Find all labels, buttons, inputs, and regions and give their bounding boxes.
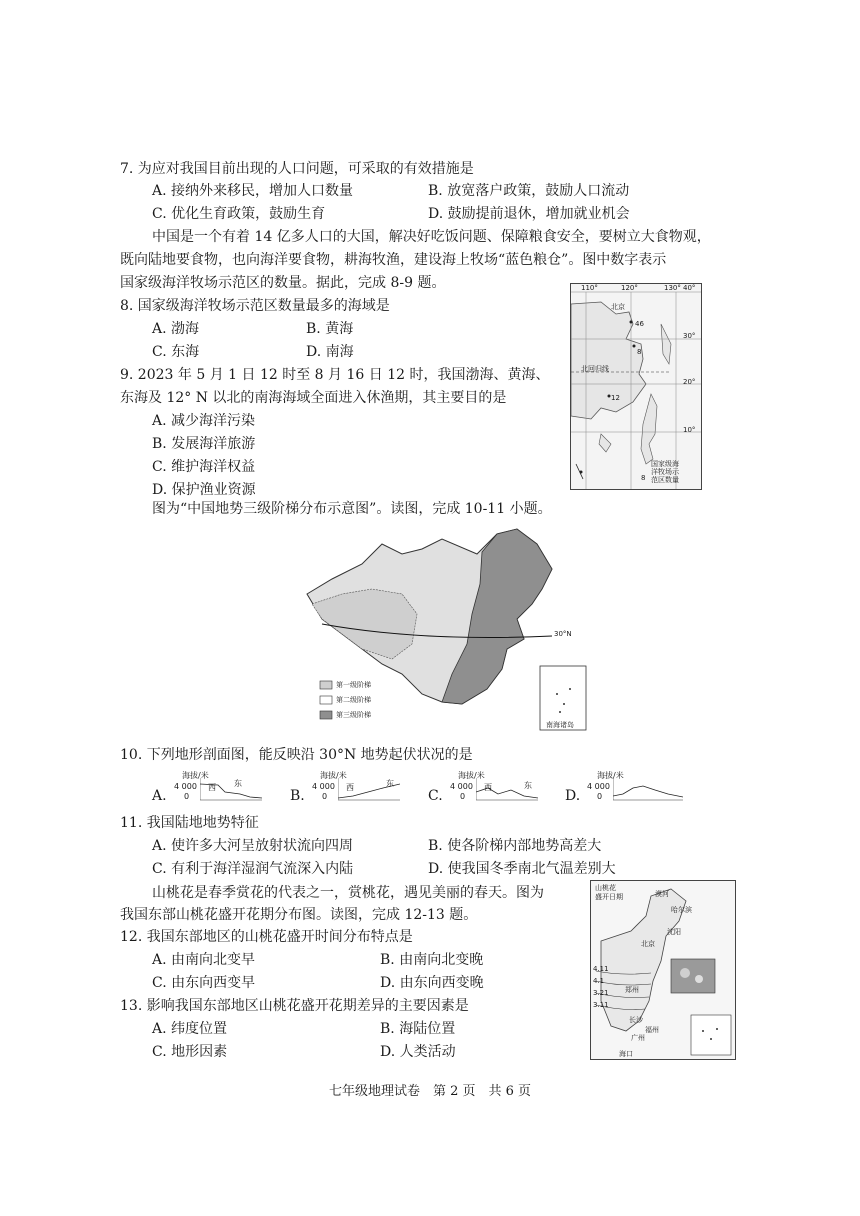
map1-count-12: 12 (611, 394, 620, 402)
q10-a-east: 东 (234, 779, 242, 788)
passage1-line2: 既向陆地要食物，也向海洋要食物，耕海牧渔，建设海上牧场“蓝色粮仓”。图中数字表示 (120, 252, 667, 268)
q10-profile-d[interactable] (565, 770, 695, 806)
map3-city-guangzhou: 广州 (631, 1034, 645, 1042)
intro-10-11: 图为“中国地势三级阶梯分布示意图”。读图，完成 10-11 小题。 (152, 501, 552, 517)
q10-a-west: 西 (208, 783, 216, 792)
q10-d-ylabel: 海拔/米 (597, 771, 624, 780)
q7-option-d: D. 鼓励提前退休，增加就业机会 (428, 206, 630, 222)
map3-city-harbin: 哈尔滨 (671, 906, 692, 914)
map3-date-3-11: 3.11 (593, 1001, 609, 1009)
map2-inset-label: 南海诸岛 (546, 721, 574, 729)
q9-option-b: B. 发展海洋旅游 (152, 436, 256, 452)
peach-blossom-map (590, 880, 736, 1060)
map1-count-46: 46 (635, 320, 644, 328)
map1-lat-40: 40° (683, 284, 696, 292)
q12-option-d: D. 由东向西变晚 (380, 975, 484, 991)
q11-option-c: C. 有利于海洋湿润气流深入内陆 (152, 861, 354, 877)
map2-30n-label: 30°N (554, 630, 572, 638)
q11-option-a: A. 使许多大河呈放射状流向四周 (152, 838, 354, 854)
map3-city-changsha: 长沙 (629, 1016, 643, 1024)
q10-c-east: 东 (524, 781, 532, 790)
q10-b-east: 东 (386, 779, 394, 788)
q7-stem: 7. 为应对我国目前出现的人口问题，可采取的有效措施是 (120, 161, 474, 177)
map3-legend-line2: 盛开日期 (595, 893, 623, 901)
map1-lat-10: 10° (683, 426, 696, 434)
map3-legend-line1: 山桃花 (595, 884, 616, 892)
q10-option-b-letter: B. (290, 788, 305, 804)
passage2-line2: 我国东部山桃花盛开花期分布图。读图，完成 12-13 题。 (120, 907, 478, 923)
q10-b-zero: 0 (322, 792, 328, 801)
map1-legend-line3: 范区数量 (651, 476, 679, 484)
q10-option-a-letter: A. (152, 788, 167, 804)
q9-option-a: A. 减少海洋污染 (152, 413, 256, 429)
q10-b-ylabel: 海拔/米 (320, 771, 347, 780)
q8-option-c: C. 东海 (152, 344, 200, 360)
map1-count-8: 8 (637, 348, 642, 356)
q10-profile-c[interactable] (428, 770, 538, 806)
q10-d-zero: 0 (597, 792, 603, 801)
map1-lat-20: 20° (683, 378, 696, 386)
q10-option-d-letter: D. (565, 788, 581, 804)
q8-option-d: D. 南海 (306, 344, 354, 360)
map1-lon-130: 130° (664, 284, 681, 292)
q10-option-c-letter: C. (428, 788, 443, 804)
q9-stem-line2: 东海及 12° N 以北的南海海域全面进入休渔期，其主要目的是 (120, 390, 507, 406)
map3-city-zhengzhou: 郑州 (625, 986, 639, 994)
map2-legend-step1: 第一级阶梯 (336, 681, 371, 689)
map1-tropic-label: 北回归线 (581, 365, 609, 373)
q13-option-b: B. 海陆位置 (380, 1021, 456, 1037)
map1-lat-30: 30° (683, 332, 696, 340)
q9-stem-line1: 9. 2023 年 5 月 1 日 12 时至 8 月 16 日 12 时，我国渤海、黄海、 (120, 367, 550, 383)
q7-option-c: C. 优化生育政策，鼓励生育 (152, 206, 326, 222)
q10-c-zero: 0 (460, 792, 466, 801)
q10-stem: 10. 下列地形剖面图，能反映沿 30°N 地势起伏状况的是 (120, 747, 473, 763)
q11-stem: 11. 我国陆地地势特征 (120, 815, 259, 831)
q11-option-d: D. 使我国冬季南北气温差别大 (428, 861, 616, 877)
map3-date-3-21: 3.21 (593, 989, 609, 997)
q10-c-west: 西 (484, 783, 492, 792)
q7-option-a: A. 接纳外来移民，增加人口数量 (152, 183, 354, 199)
page-footer: 七年级地理试卷 第 2 页 共 6 页 (328, 1084, 532, 1099)
map1-legend (651, 460, 679, 484)
map2-legend-step3: 第三级阶梯 (336, 711, 371, 719)
q8-option-a: A. 渤海 (152, 321, 200, 337)
q9-option-c: C. 维护海洋权益 (152, 459, 256, 475)
q10-profile-b[interactable] (290, 770, 400, 806)
q13-option-a: A. 纬度位置 (152, 1021, 228, 1037)
map1-legend-number: 8 (641, 474, 646, 482)
map3-city-haikou: 海口 (619, 1050, 633, 1058)
map3-city-fuzhou: 福州 (645, 1026, 659, 1034)
q12-option-a: A. 由南向北变早 (152, 952, 256, 968)
q8-option-b: B. 黄海 (306, 321, 354, 337)
q10-a-tick: 4 000 (174, 782, 197, 791)
q12-option-b: B. 由南向北变晚 (380, 952, 484, 968)
map3-city-shenyang: 沈阳 (667, 928, 681, 936)
map1-lon-110: 110° (581, 284, 598, 292)
q8-stem: 8. 国家级海洋牧场示范区数量最多的海域是 (120, 298, 390, 314)
q10-b-west: 西 (346, 783, 354, 792)
q12-stem: 12. 我国东部地区的山桃花盛开时间分布特点是 (120, 929, 413, 945)
passage2-line1: 山桃花是春季赏花的代表之一，赏桃花，遇见美丽的春天。图为 (152, 885, 544, 901)
terrain-steps-map (302, 524, 590, 734)
q7-option-b: B. 放宽落户政策，鼓励人口流动 (428, 183, 630, 199)
map1-lon-120: 120° (621, 284, 638, 292)
q10-c-tick: 4 000 (450, 782, 473, 791)
map3-city-beijing: 北京 (641, 940, 655, 948)
q13-option-d: D. 人类活动 (380, 1044, 456, 1060)
passage1-line1: 中国是一个有着 14 亿多人口的大国，解决好吃饭问题、保障粮食安全，要树立大食物观， (152, 229, 711, 245)
q10-a-ylabel: 海拔/米 (182, 771, 209, 780)
map1-legend-line2: 洋牧场示 (651, 468, 679, 476)
map3-city-mohe: 漠河 (655, 890, 669, 898)
q9-option-d: D. 保护渔业资源 (152, 482, 256, 498)
q13-option-c: C. 地形因素 (152, 1044, 228, 1060)
map3-date-4-11: 4.11 (593, 965, 609, 973)
passage1-line3: 国家级海洋牧场示范区的数量。据此，完成 8-9 题。 (120, 275, 446, 291)
q10-d-curve (613, 778, 683, 802)
map3-date-4-1: 4.1 (593, 977, 605, 985)
marine-ranch-map (570, 283, 702, 490)
map2-legend-step2: 第二级阶梯 (336, 696, 371, 704)
map1-legend-line1: 国家级海 (651, 460, 679, 468)
map1-beijing-label: 北京 (611, 303, 625, 311)
q11-option-b: B. 使各阶梯内部地势高差大 (428, 838, 602, 854)
q10-b-tick: 4 000 (312, 782, 335, 791)
q10-d-tick: 4 000 (587, 782, 610, 791)
q10-c-ylabel: 海拔/米 (458, 771, 485, 780)
q13-stem: 13. 影响我国东部地区山桃花盛开花期差异的主要因素是 (120, 998, 469, 1014)
q10-a-zero: 0 (184, 792, 190, 801)
q12-option-c: C. 由东向西变早 (152, 975, 256, 991)
q10-profile-a[interactable] (152, 770, 262, 806)
